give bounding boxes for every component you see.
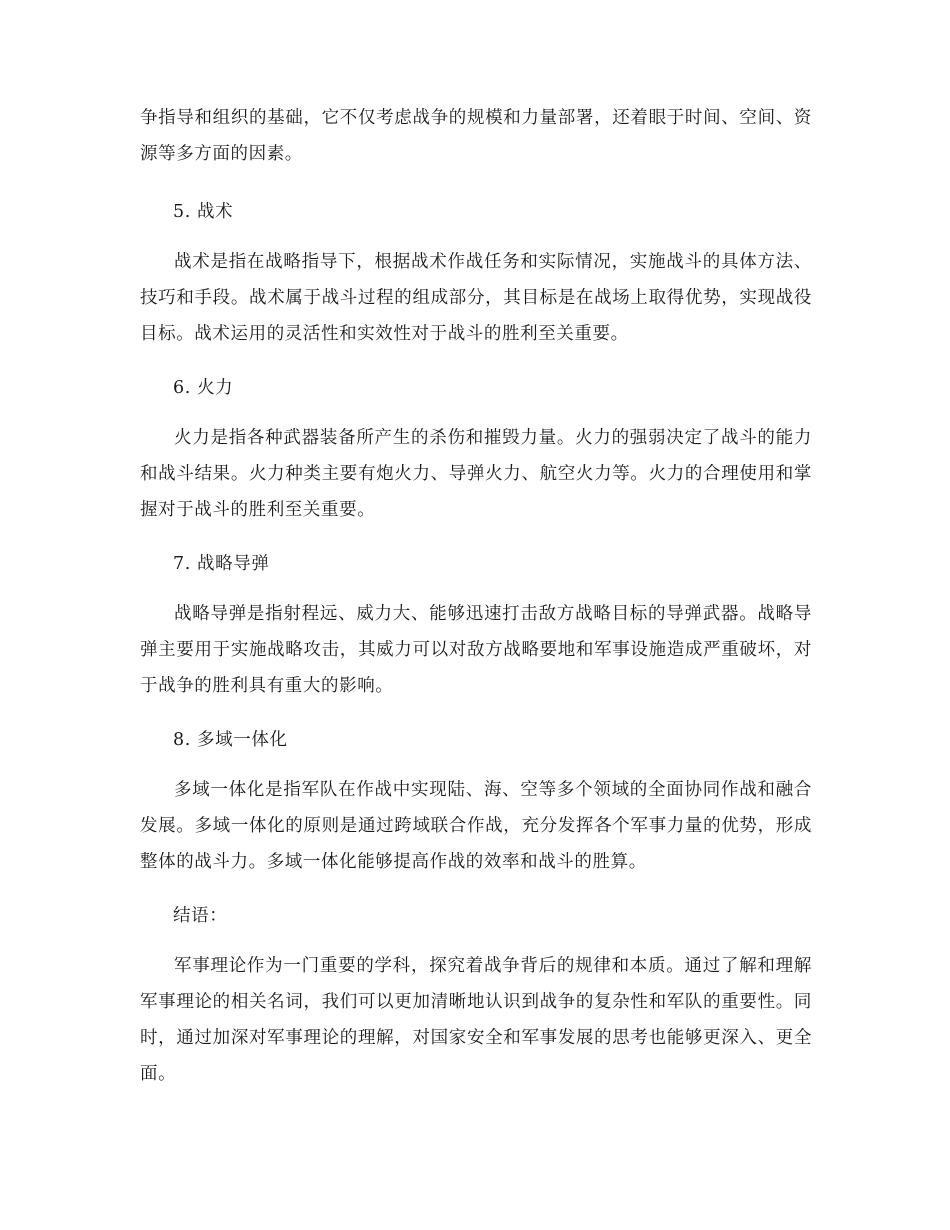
section-body-firepower: 火力是指各种武器装备所产生的杀伤和摧毁力量。火力的强弱决定了战斗的能力和战斗结果。火力种类主要有炮火力、导弹火力、航空火力等。火力的合理使用和掌握对于战斗的胜利至关重要。 xyxy=(140,428,812,520)
section-body-multi-domain: 多域一体化是指军队在作战中实现陆、海、空等多个领域的全面协同作战和融合发展。多域一体化的原则是通过跨域联合作战，充分发挥各个军事力量的优势，形成整体的战斗力。多域一体化能够提高作战的效率和战斗的胜算。 xyxy=(140,780,812,872)
conclusion-heading: 结语： xyxy=(173,906,228,926)
section-heading-tactics: 5. 战术 xyxy=(173,202,234,222)
section-heading-strategic-missile: 7. 战略导弹 xyxy=(173,554,270,574)
section-heading-multi-domain: 8. 多域一体化 xyxy=(173,730,288,750)
section-body-strategic-missile: 战略导弹是指射程远、威力大、能够迅速打击敌方战略目标的导弹武器。战略导弹主要用于实施战略攻击，其威力可以对敌方战略要地和军事设施造成严重破坏，对于战争的胜利具有重大的影响。 xyxy=(140,604,812,696)
section-heading-firepower: 6. 火力 xyxy=(173,378,234,398)
conclusion-body: 军事理论作为一门重要的学科，探究着战争背后的规律和本质。通过了解和理解军事理论的相关名词，我们可以更加清晰地认识到战争的复杂性和军队的重要性。同时，通过加深对军事理论的理解，对国家安全和军事发展的思考也能够更深入、更全面。 xyxy=(140,956,812,1084)
intro-paragraph: 争指导和组织的基础，它不仅考虑战争的规模和力量部署，还着眼于时间、空间、资源等多方面的因素。 xyxy=(140,108,812,164)
section-body-tactics: 战术是指在战略指导下，根据战术作战任务和实际情况，实施战斗的具体方法、技巧和手段。战术属于战斗过程的组成部分，其目标是在战场上取得优势，实现战役目标。战术运用的灵活性和实效性对于战斗的胜利至关重要。 xyxy=(140,252,812,344)
